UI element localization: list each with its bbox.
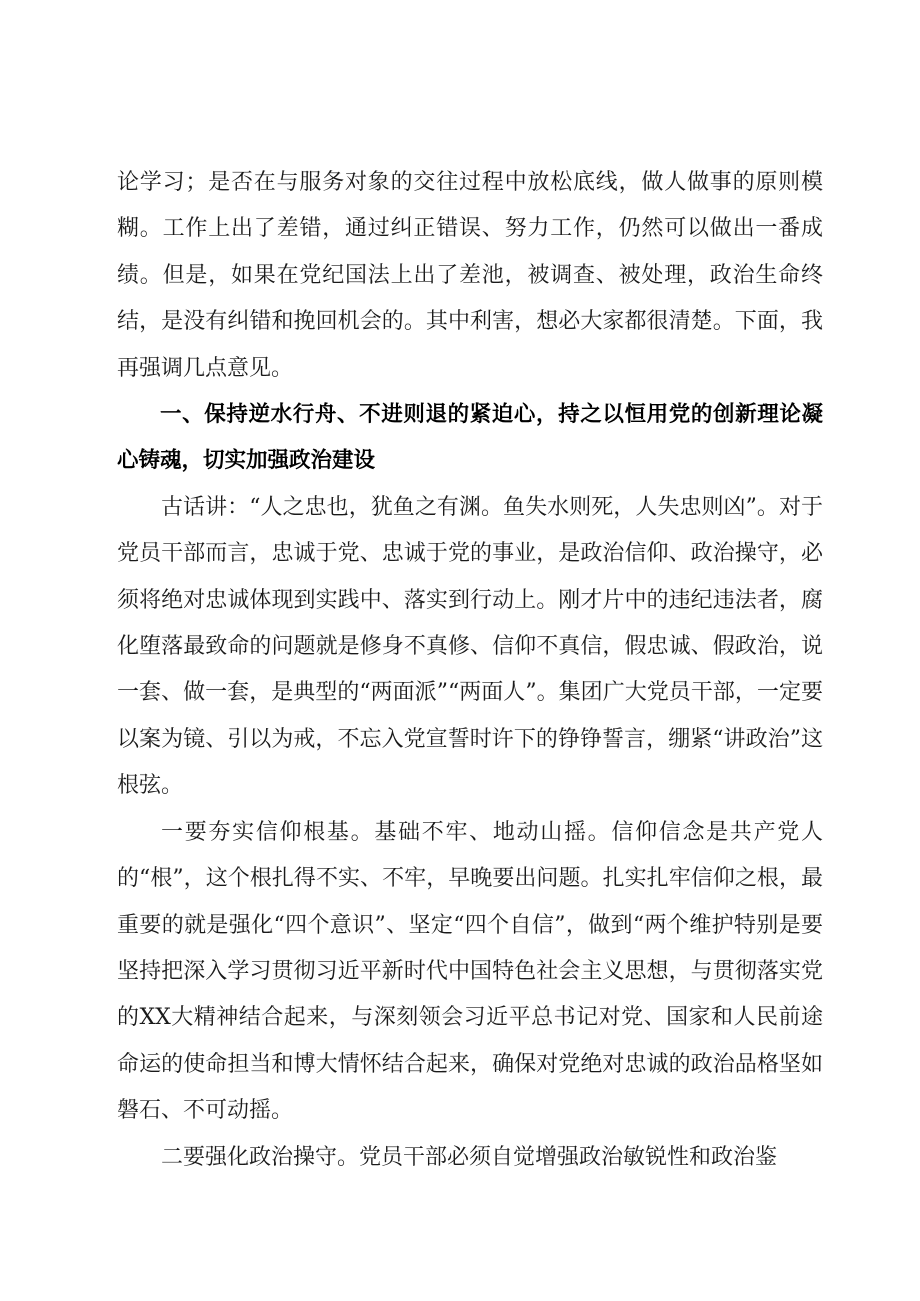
paragraph-continuation: 论学习；是否在与服务对象的交往过程中放松底线，做人做事的原则模糊。工作上出了差错，通过纠正错误、努力工作，仍然可以做出一番成绩。但是，如果在党纪国法上出了差池，被调查、被处理，政治生命终结，是没有纠错和挽回机会的。其中利害，想必大家都很清楚。下面，我再强调几点意见。: [117, 170, 823, 381]
section-heading-1: 一、保持逆水行舟、不进则退的紧迫心，持之以恒用党的创新理论凝心铸魂，切实加强政治建设: [117, 402, 823, 474]
paragraph-body: 古话讲：“人之忠也，犹鱼之有渊。鱼失水则死，人失忠则凶”。对于党员干部而言，忠诚于党、忠诚于党的事业，是政治信仰、政治操守，必须将绝对忠诚体现到实践中、落实到行动上。刚才片中的违纪违法者，腐化堕落最致命的问题就是修身不真修、信仰不真信，假忠诚、假政治，说一套、做一套，是典型的“两面派”“两面人”。集团广大党员干部，一定要以案为镜、引以为戒，不忘入党宣誓时许下的铮铮誓言，绷紧“讲政治”这根弦。: [117, 494, 823, 799]
paragraph-body: 一要夯实信仰根基。基础不牢、地动山摇。信仰信念是共产党人的“根”，这个根扎得不实、不牢，早晚要出问题。扎实扎牢信仰之根，最重要的就是强化“四个意识”、坚定“四个自信”，做到“两个维护特别是要坚持把深入学习贯彻习近平新时代中国特色社会主义思想，与贯彻落实党的XX大精神结合起来，与深刻领会习近平总书记对党、国家和人民前途命运的使命担当和博大情怀结合起来，确保对党绝对忠诚的政治品格坚如磐石、不可动摇。: [117, 819, 823, 1124]
paragraph-body: 二要强化政治操守。党员干部必须自觉增强政治敏锐性和政治鉴: [161, 1144, 778, 1170]
document-page: [117, 160, 823, 1181]
